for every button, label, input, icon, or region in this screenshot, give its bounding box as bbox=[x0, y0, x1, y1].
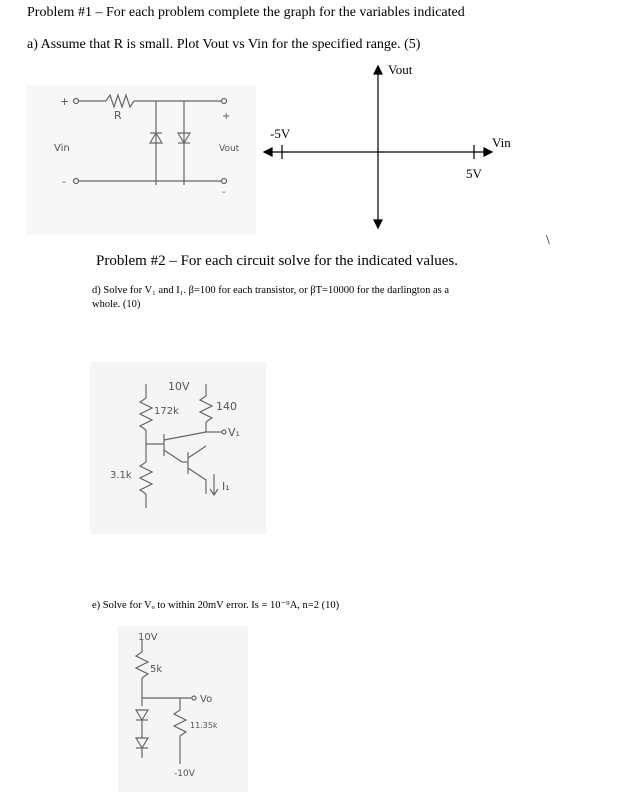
vout-vin-graph bbox=[260, 60, 520, 240]
x-axis-label: Vin bbox=[492, 135, 511, 150]
circuit-d-v1-label: V₁ bbox=[228, 426, 240, 439]
circuit-a-r-label: R bbox=[114, 109, 122, 122]
circuit-d-i1-label: I₁ bbox=[222, 480, 230, 493]
circuit-e-r2-label: 11.35k bbox=[190, 721, 218, 730]
circuit-a-plus-label: + bbox=[60, 95, 70, 108]
problem2-part-d-line1: d) Solve for V₁ and I₁. β=100 for each transistor, or βT=10000 for the darlington as a bbox=[92, 285, 449, 296]
circuit-e-r1-label: 5k bbox=[150, 664, 163, 675]
stray-mark: \ bbox=[546, 232, 550, 247]
circuit-a-diagram bbox=[26, 85, 256, 235]
circuit-e-vo-label: Vo bbox=[200, 694, 213, 705]
circuit-a-vin-label: Vin bbox=[54, 143, 70, 154]
circuit-d-r1-label: 172k bbox=[154, 406, 179, 417]
circuit-d-r3-label: 3.1k bbox=[110, 470, 132, 481]
circuit-a-out-plus-label: + bbox=[222, 111, 231, 122]
circuit-d-r2-label: 140 bbox=[216, 400, 237, 413]
problem2-title: Problem #2 – For each circuit solve for the indicated values. bbox=[96, 253, 458, 269]
problem1-title: Problem #1 – For each problem complete the graph for the variables indicated bbox=[27, 5, 465, 20]
problem1-part-a: a) Assume that R is small. Plot Vout vs Vin for the specified range. (5) bbox=[27, 37, 421, 52]
circuit-e-background bbox=[118, 626, 248, 792]
circuit-e-diagram bbox=[118, 626, 248, 792]
y-axis-label: Vout bbox=[388, 62, 413, 77]
x-axis-right-arrow-icon bbox=[484, 148, 492, 156]
problem2-part-d-line2: whole. (10) bbox=[92, 299, 141, 310]
circuit-a-minus-label: - bbox=[62, 175, 66, 188]
neg-tick-label: -5V bbox=[270, 126, 291, 141]
circuit-d-supply-label: 10V bbox=[168, 380, 190, 393]
circuit-e-neg-supply-label: -10V bbox=[174, 769, 195, 779]
problem2-part-e: e) Solve for Vₒ to within 20mV error. Is = 10⁻⁹A, n=2 (10) bbox=[92, 600, 340, 611]
y-axis-down-arrow-icon bbox=[374, 220, 382, 228]
circuit-a-vout-label: Vout bbox=[219, 144, 240, 154]
circuit-d-diagram bbox=[90, 362, 266, 534]
x-axis-left-arrow-icon bbox=[264, 148, 272, 156]
circuit-a-out-minus-label: - bbox=[222, 187, 226, 198]
circuit-e-supply-label: 10V bbox=[138, 632, 158, 643]
y-axis-up-arrow-icon bbox=[374, 66, 382, 74]
pos-tick-label: 5V bbox=[466, 166, 482, 181]
